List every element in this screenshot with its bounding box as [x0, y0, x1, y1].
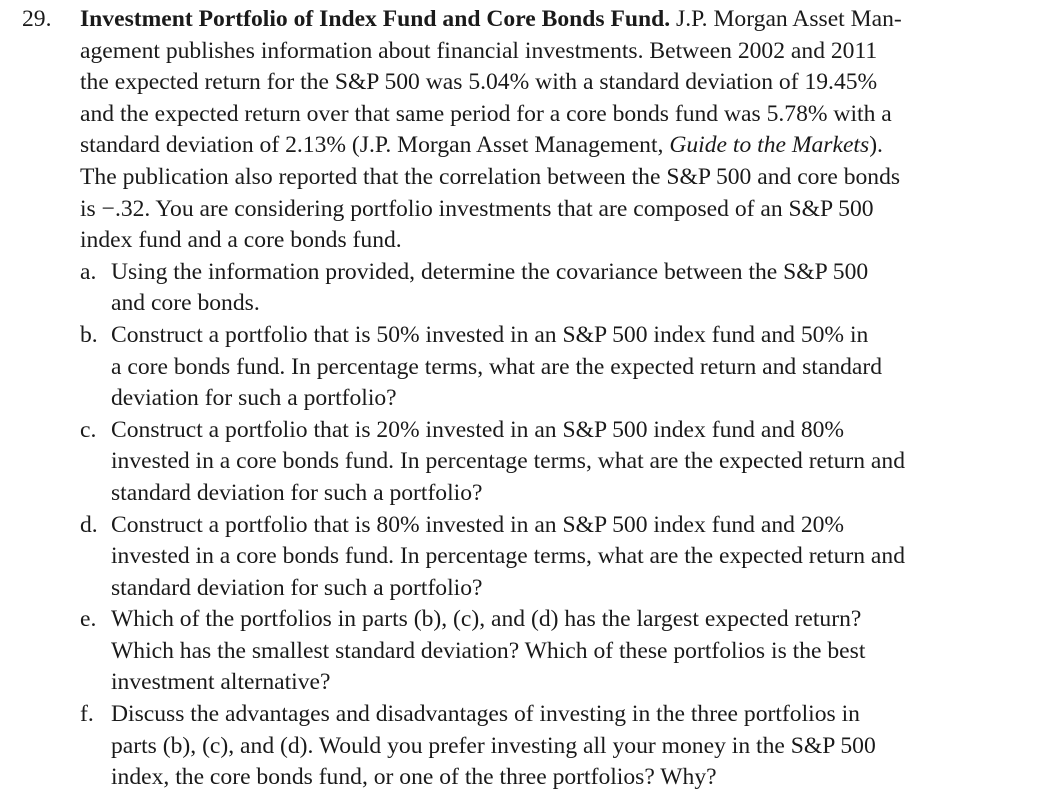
intro-line-2: agement publishes information about financial investments. Between 2002 and 2011	[80, 37, 878, 64]
part-letter: d.	[80, 511, 98, 538]
part-line: Which of the portfolios in parts (b), (c), and (d) has the largest expected return?	[111, 606, 862, 633]
part-line: Construct a portfolio that is 80% invested in an S&P 500 index fund and 20%	[111, 511, 845, 538]
problem-intro	[80, 4, 1052, 257]
part-line: Discuss the advantages and disadvantages of investing in the three portfolios in	[111, 701, 860, 728]
intro-line-5	[80, 130, 1052, 162]
citation-title: Guide to the Markets	[669, 132, 870, 159]
intro-line-4: and the expected return over that same period for a core bonds fund was 5.78% with a	[80, 100, 892, 127]
intro-line-7: is −.32. You are considering portfolio investments that are composed of an S&P 500	[80, 195, 874, 222]
exercise-parts	[80, 257, 1052, 794]
part-text	[111, 320, 1052, 415]
part-e	[80, 604, 1052, 699]
part-letter: e.	[80, 606, 97, 633]
problem-statement	[22, 4, 1052, 257]
part-line: parts (b), (c), and (d). Would you prefer investing all your money in the S&P 500	[111, 732, 876, 759]
part-line: invested in a core bonds fund. In percentage terms, what are the expected return and	[111, 543, 905, 570]
part-line: index, the core bonds fund, or one of the three portfolios? Why?	[111, 764, 717, 791]
part-line: Construct a portfolio that is 20% invested in an S&P 500 index fund and 80%	[111, 416, 845, 443]
part-f	[80, 699, 1052, 794]
part-line: Construct a portfolio that is 50% invested in an S&P 500 index fund and 50% in	[111, 321, 869, 348]
citation-tail: ).	[869, 132, 883, 159]
part-letter: a.	[80, 258, 97, 285]
part-text	[111, 257, 1052, 320]
intro-line-6: The publication also reported that the correlation between the S&P 500 and core bonds	[80, 163, 901, 190]
part-text	[111, 699, 1052, 794]
part-line: and core bonds.	[111, 290, 260, 317]
intro-line-3: the expected return for the S&P 500 was 5.04% with a standard deviation of 19.45%	[80, 69, 878, 96]
part-d	[80, 510, 1052, 605]
part-letter: c.	[80, 416, 97, 443]
part-letter: b.	[80, 321, 98, 348]
part-line: deviation for such a portfolio?	[111, 385, 397, 412]
intro-line-1-text: J.P. Morgan Asset Man-	[670, 6, 902, 32]
part-text	[111, 510, 1052, 605]
problem-title: Investment Portfolio of Index Fund and Core Bonds Fund.	[80, 6, 671, 32]
part-text	[111, 604, 1052, 699]
part-line: invested in a core bonds fund. In percentage terms, what are the expected return and	[111, 448, 905, 475]
part-b	[80, 320, 1052, 415]
part-line: investment alternative?	[111, 669, 331, 696]
part-text	[111, 415, 1052, 510]
intro-line-1	[80, 4, 1052, 36]
exercise-29	[22, 4, 1052, 794]
problem-number: 29.	[22, 6, 52, 32]
part-letter: f.	[80, 701, 94, 728]
part-line: standard deviation for such a portfolio?	[111, 479, 483, 506]
part-line: a core bonds fund. In percentage terms, what are the expected return and standard	[111, 353, 883, 380]
part-line: standard deviation for such a portfolio?	[111, 574, 483, 601]
intro-line-8: index fund and a core bonds fund.	[80, 227, 402, 254]
part-line: Using the information provided, determine the covariance between the S&P 500	[111, 258, 869, 285]
part-line: Which has the smallest standard deviation? Which of these portfolios is the best	[111, 637, 866, 664]
part-a	[80, 257, 1052, 320]
intro-line-5-text: standard deviation of 2.13% (J.P. Morgan Asset Management,	[80, 132, 670, 159]
part-c	[80, 415, 1052, 510]
